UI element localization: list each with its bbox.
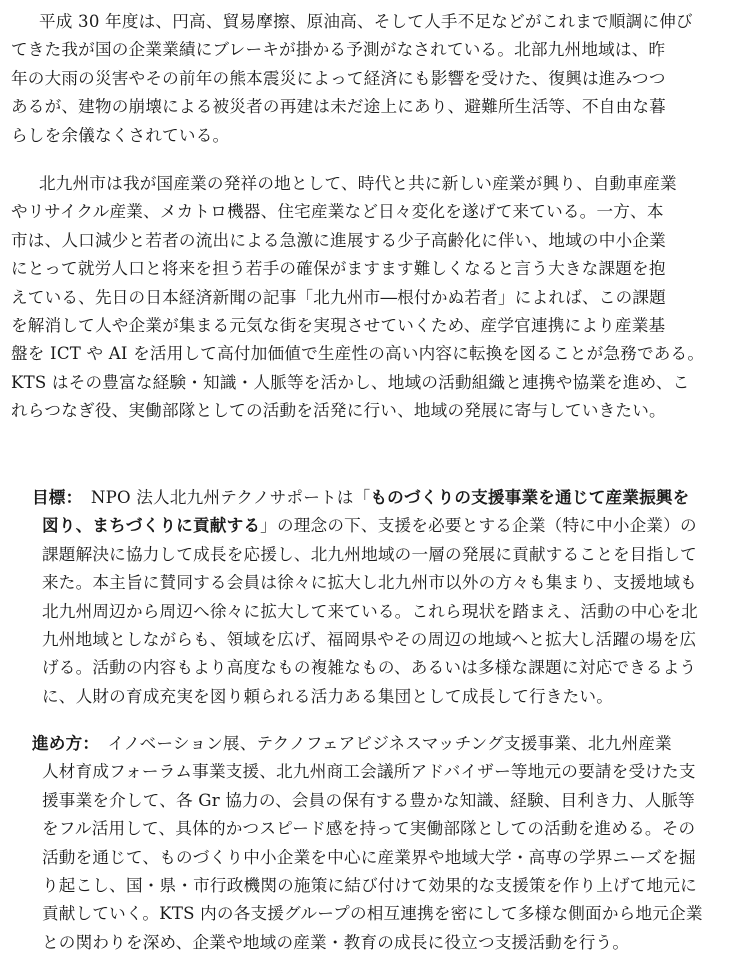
text-line: KTS はその豊富な経験・知識・人脈等を活かし、地域の活動組織と連携や協業を進め、こ [11, 372, 690, 392]
text-line [32, 730, 722, 758]
goal-label: 目標： [32, 488, 75, 507]
method-intro-text: イノベーション展、テクノフェアビジネスマッチング支援事業、北九州産業 [90, 734, 672, 753]
text-line: れらつなぎ役、実働部隊としての活動を活発に行い、地域の発展に寄与していきたい。 [11, 401, 666, 421]
text-line: 活動を通じて、ものづくり中小企業を中心に産業界や地域大学・高専の学界ニーズを掘 [42, 847, 696, 867]
text-line: にとって就労人口と将来を担う若手の確保がますます難しくなると言う大きな課題を抱 [11, 259, 666, 279]
text-line: り起こし、国・県・市行政機関の施策に結び付けて効果的な支援策を作り上げて地元に [42, 876, 697, 896]
method-section [32, 730, 722, 957]
text-line: をフル活用して、具体的かつスピード感を持って実働部隊としての活動を進める。その [42, 819, 696, 839]
text-line: 九州地域としながらも、領域を広げ、福岡県やその周辺の地域へと拡大し活躍の場を広 [42, 630, 697, 650]
goal-section [32, 484, 722, 711]
text-line: えている、先日の日本経済新聞の記事「北九州市―根付かぬ若者」によれば、この課題 [11, 287, 666, 307]
text-line: やリサイクル産業、メカトロ機器、住宅産業など日々変化を遂げて来ている。一方、本 [11, 202, 664, 222]
text-line: 盤を ICT や AI を活用して高付加価値で生産性の高い内容に転換を図ることが急務である。 [11, 344, 705, 364]
text-line: 平成 30 年度は、円高、貿易摩擦、原油高、そして人手不足などがこれまで順調に伸び [39, 12, 693, 31]
text-line: を解消して人や企業が集まる元気な街を実現させていくため、産学官連携により産業基 [11, 316, 666, 336]
method-label: 進め方： [32, 734, 91, 753]
text-line: らしを余儀なくされている。 [11, 125, 230, 145]
intro-paragraph-2 [11, 170, 731, 426]
text-line [32, 512, 722, 540]
text-line: 年の大雨の災害やその前年の熊本震災によって経済にも影響を受けた、復興は進みつつ [11, 68, 666, 88]
goal-motto-part-1: ものづくりの支援事業を通じて産業振興を [370, 488, 690, 507]
text-line: 北九州周辺から周辺へ徐々に拡大して来ている。これら現状を踏まえ、活動の中心を北 [42, 601, 698, 621]
text-line: あるが、建物の崩壊による被災者の再建は未だ途上にあり、避難所生活等、不自由な暮 [11, 97, 666, 117]
text-line: げる。活動の内容もより高度なもの複雑なもの、あるいは多様な課題に対応できるよう [42, 658, 697, 678]
text-line: 課題解決に協力して成長を応援し、北九州地域の一層の発展に貢献することを目指して [42, 544, 697, 564]
intro-paragraph-1 [11, 8, 731, 150]
goal-intro-text: NPO 法人北九州テクノサポートは「 [74, 488, 371, 507]
goal-motto-part-2: 図り、まちづくりに貢献する [42, 516, 261, 536]
text-line: 来た。本主旨に賛同する会員は徐々に拡大し北九州市以外の方々も集まり、支援地域も [42, 573, 697, 593]
text-line: 貢献していく。KTS 内の各支援グループの相互連携を密にして多様な側面から地元企業 [42, 904, 703, 924]
text-line: との関わりを深め、企業や地域の産業・教育の成長に役立つ支援活動を行う。 [42, 932, 630, 952]
goal-continuation-text: 」の理念の下、支援を必要とする企業（特に中小企業）の [260, 516, 697, 536]
text-line: 市は、人口減少と若者の流出による急激に進展する少子高齢化に伴い、地域の中小企業 [11, 230, 666, 250]
text-line: 北九州市は我が国産業の発祥の地として、時代と共に新しい産業が興り、自動車産業 [39, 174, 677, 193]
text-line: 人材育成フォーラム事業支援、北九州商工会議所アドバイザー等地元の要請を受けた支 [42, 762, 696, 782]
text-line [32, 484, 722, 512]
text-line: 援事業を介して、各 Gr 協力の、会員の保有する豊かな知識、経験、目利き力、人脈等 [42, 790, 695, 810]
text-line: に、人財の育成充実を図り頼られる活力ある集団として成長して行きたい。 [42, 686, 613, 706]
text-line: てきた我が国の企業業績にブレーキが掛かる予測がなされている。北部九州地域は、昨 [11, 40, 666, 60]
